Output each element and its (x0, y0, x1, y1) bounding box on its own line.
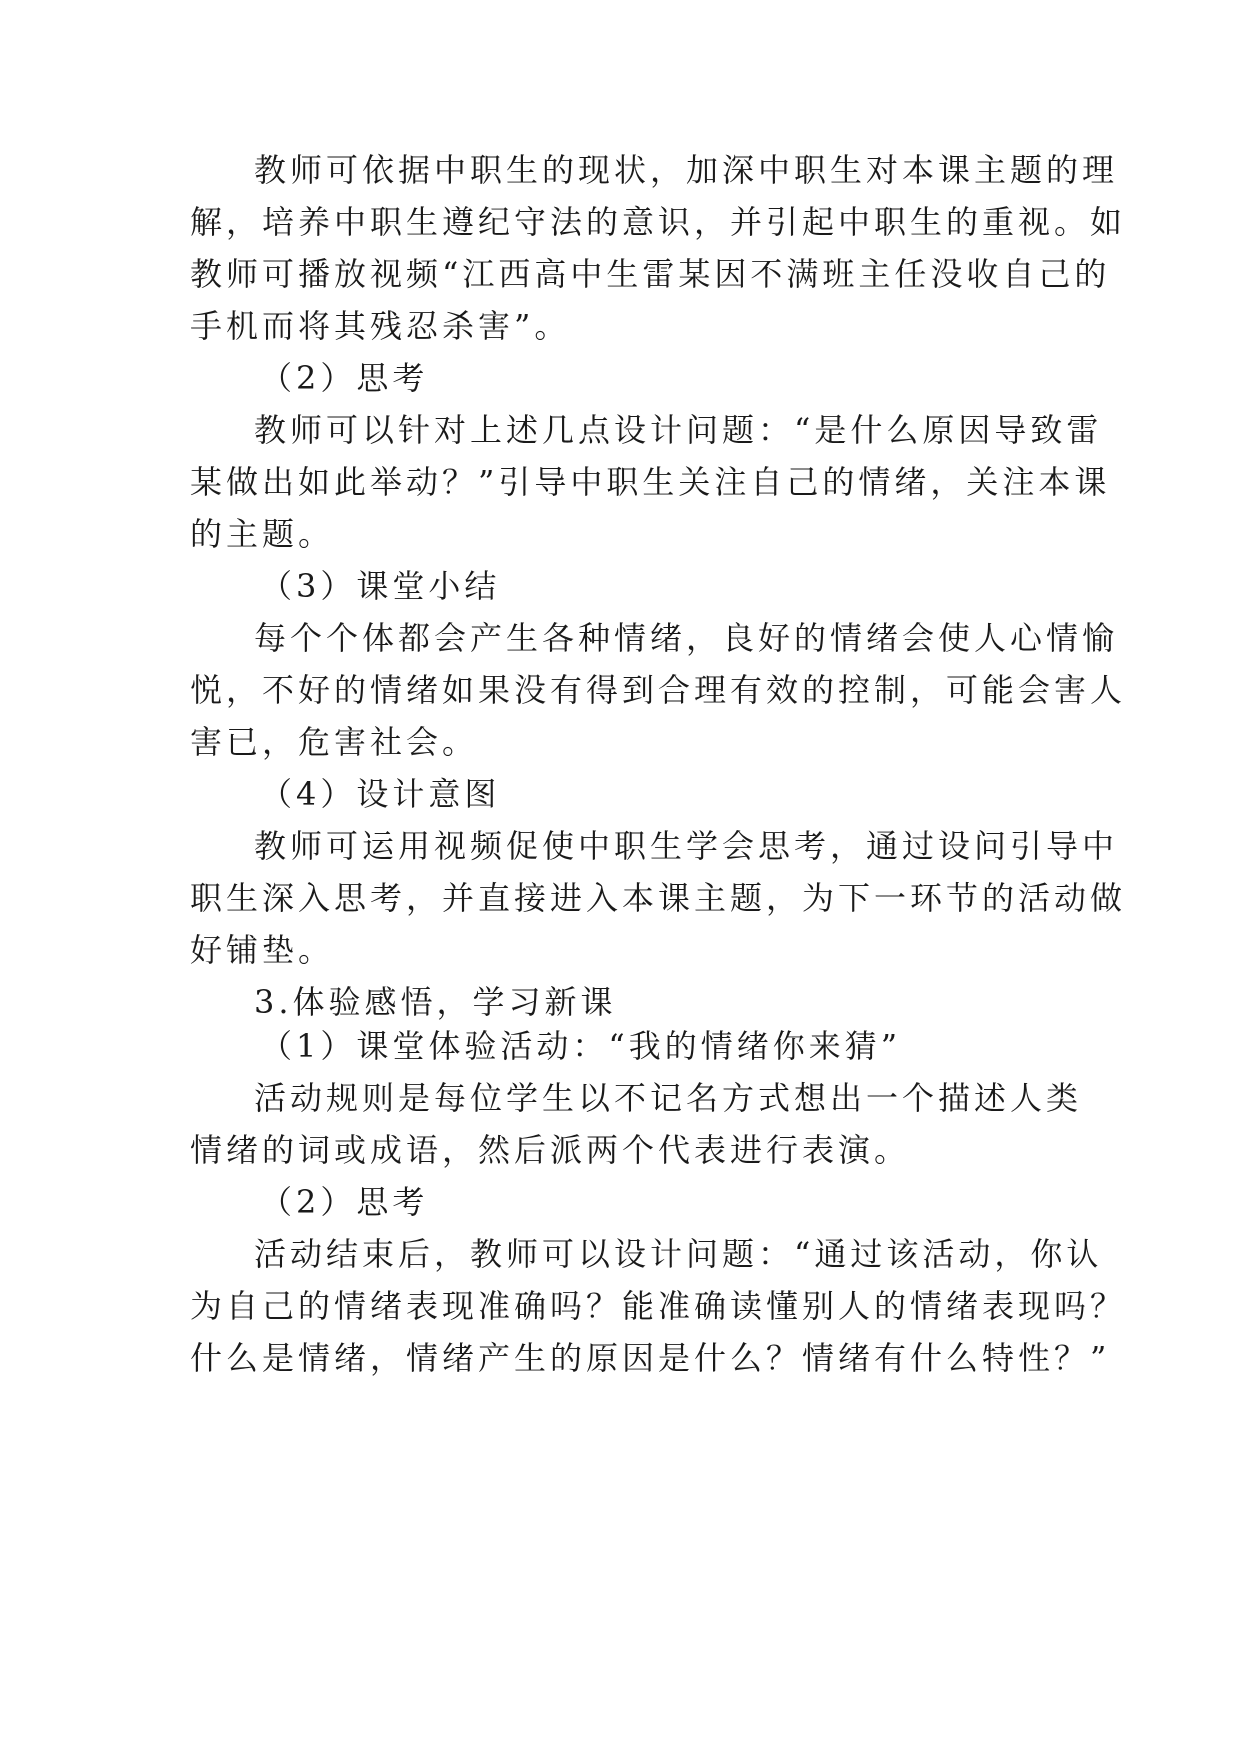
section-heading: （2）思考 (260, 359, 429, 397)
paragraph-line: 为自己的情绪表现准确吗？能准确读懂别人的情绪表现吗？ (190, 1287, 1127, 1325)
paragraph-line: 教师可依据中职生的现状，加深中职生对本课主题的理 (254, 151, 1119, 189)
paragraph-line: 某做出如此举动？”引导中职生关注自己的情绪，关注本课 (190, 463, 1111, 501)
paragraph-line: 活动规则是每位学生以不记名方式想出一个描述人类 (254, 1079, 1083, 1117)
section-heading: （4）设计意图 (260, 775, 501, 813)
paragraph-line: 手机而将其残忍杀害”。 (190, 307, 571, 345)
paragraph-line: 的主题。 (190, 515, 335, 553)
paragraph-line: 教师可运用视频促使中职生学会思考，通过设问引导中 (254, 827, 1119, 865)
paragraph-line: 什么是情绪，情绪产生的原因是什么？情绪有什么特性？” (190, 1339, 1111, 1377)
paragraph-line: 害已，危害社会。 (190, 723, 479, 761)
paragraph-line: 教师可播放视频“江西高中生雷某因不满班主任没收自己的 (190, 255, 1111, 293)
paragraph-line: 悦，不好的情绪如果没有得到合理有效的控制，可能会害人 (190, 671, 1127, 709)
paragraph-line: 每个个体都会产生各种情绪，良好的情绪会使人心情愉 (254, 619, 1119, 657)
paragraph-line: 教师可以针对上述几点设计问题：“是什么原因导致雷 (254, 411, 1103, 449)
paragraph-line: 解，培养中职生遵纪守法的意识，并引起中职生的重视。如 (190, 203, 1127, 241)
paragraph-line: 职生深入思考，并直接进入本课主题，为下一环节的活动做 (190, 879, 1127, 917)
section-heading: （2）思考 (260, 1183, 429, 1221)
paragraph-line: 活动结束后，教师可以设计问题：“通过该活动，你认 (254, 1235, 1103, 1273)
paragraph-line: 好铺垫。 (190, 931, 335, 969)
section-heading: （3）课堂小结 (260, 567, 501, 605)
paragraph-line: 情绪的词或成语，然后派两个代表进行表演。 (190, 1131, 911, 1169)
section-heading: 3.体验感悟，学习新课 (254, 983, 617, 1021)
section-heading: （1）课堂体验活动：“我的情绪你来猜” (260, 1027, 902, 1065)
